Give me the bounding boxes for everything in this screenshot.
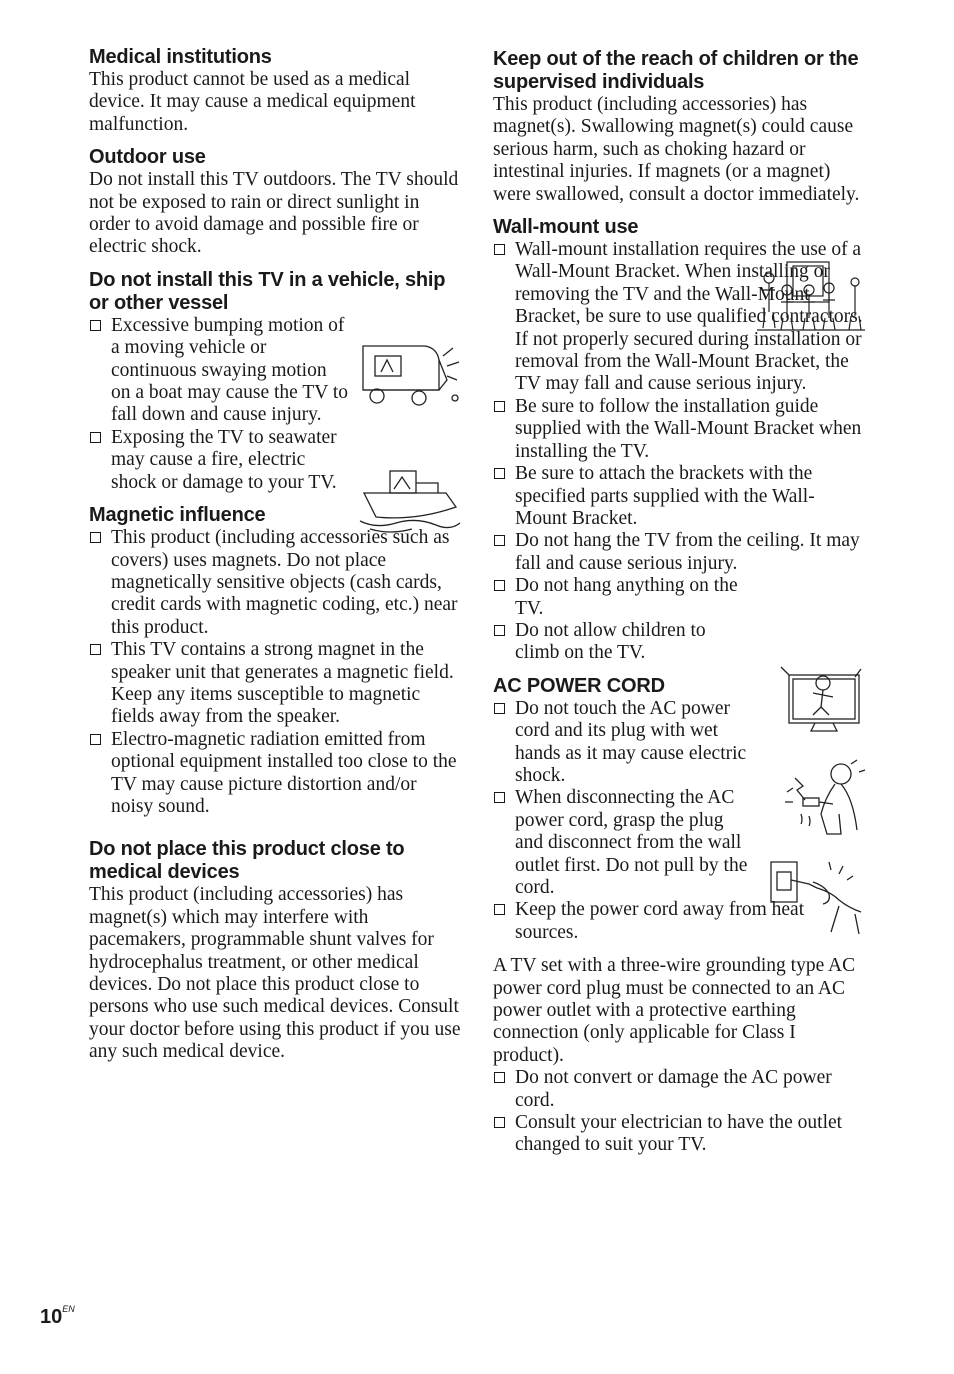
- vehicle-item-text: Exposing the TV to seawater may cause a fire, electric shock or damage to your TV.: [111, 426, 337, 493]
- child-climbing-tv-illustration: [775, 663, 867, 735]
- magnetic-item: [89, 729, 461, 819]
- magnetic-item-text: This TV contains a strong magnet in the speaker unit that generates a magnetic field. Keep any items susceptible to magnetic fields away from the speaker.: [111, 639, 454, 728]
- children-heading: Keep out of the reach of children or the supervised individuals: [493, 48, 859, 93]
- wall-mount-item-text: Be sure to attach the brackets with the specified parts supplied with the Wall-Mount Bracket.: [515, 463, 815, 529]
- vehicle-item-text: Excessive bumping motion of a moving vehicle or continuous swaying motion on a boat may cause the TV to fall down and cause injury.: [111, 314, 349, 426]
- wet-hands-shock-illustration: [781, 758, 867, 838]
- checkbox-bullet-icon: [90, 320, 101, 331]
- outdoor-use-heading: Outdoor use: [89, 146, 206, 169]
- children-text: This product (including accessories) has magnet(s). Swallowing magnet(s) could cause serious harm, such as choking hazard or intestinal injuries. If magnets (or a magnet) were swallowed, consult a doctor immediately.: [493, 94, 860, 205]
- power-item-text: When disconnecting the AC power cord, grasp the plug and disconnect from the wall outlet first. Do not pull by the cord.: [515, 787, 748, 898]
- wall-mount-item: [493, 396, 865, 463]
- checkbox-bullet-icon: [90, 532, 101, 543]
- vehicle-heading: Do not install this TV in a vehicle, ship or other vessel: [89, 268, 446, 314]
- wall-mount-item-text: Do not allow children to climb on the TV.: [515, 619, 706, 664]
- magnetic-item-text: Electro-magnetic radiation emitted from optional equipment installed too close to the TV may cause picture distortion and/or noisy sound.: [111, 728, 457, 817]
- checkbox-bullet-icon: [90, 644, 101, 655]
- checkbox-bullet-icon: [494, 1072, 505, 1083]
- checkbox-bullet-icon: [494, 625, 505, 636]
- page-number: [40, 1306, 75, 1329]
- checkbox-bullet-icon: [494, 244, 505, 255]
- power-item-text: Do not touch the AC power cord and its plug with wet hands as it may cause electric shock.: [515, 697, 747, 786]
- wall-mount-item: [493, 575, 865, 620]
- magnetic-item: [89, 639, 461, 729]
- checkbox-bullet-icon: [90, 734, 101, 745]
- wall-mount-item: [493, 530, 865, 575]
- checkbox-bullet-icon: [494, 580, 505, 591]
- ac-power-cord-heading: AC POWER CORD: [493, 674, 665, 697]
- medical-institutions-heading: Medical institutions: [89, 46, 272, 68]
- final-item-text: Do not convert or damage the AC power cord.: [515, 1067, 832, 1111]
- checkbox-bullet-icon: [494, 535, 505, 546]
- wall-mount-item: [493, 463, 865, 530]
- medical-devices-text: This product (including accessories) has magnet(s) which may interfere with pacemakers, programmable shunt valves for hydrocephalus treatment, or other medical devices. Do not place this product close to persons who use such medical devices. Consult your doctor before using this product if you use any such medical device.: [89, 884, 461, 1063]
- magnetic-item: [89, 527, 461, 639]
- left-column: [89, 46, 461, 1064]
- page-number-value: 10: [40, 1306, 63, 1328]
- wall-mount-contractors-illustration: [757, 260, 867, 336]
- medical-institutions-text: This product cannot be used as a medical device. It may cause a medical equipment malfunction.: [89, 69, 416, 135]
- magnetic-influence-heading: Magnetic influence: [89, 504, 266, 527]
- camper-van-illustration: [355, 338, 465, 413]
- wall-mount-item-text: Do not hang the TV from the ceiling. It may fall and cause serious injury.: [515, 530, 860, 574]
- right-column: [493, 46, 865, 1157]
- page-language-suffix: EN: [62, 1304, 75, 1314]
- checkbox-bullet-icon: [494, 703, 505, 714]
- power-item-text: Keep the power cord away from heat sources.: [515, 899, 805, 943]
- wall-mount-item-text: Do not hang anything on the TV.: [515, 575, 738, 619]
- checkbox-bullet-icon: [494, 1117, 505, 1128]
- checkbox-bullet-icon: [494, 468, 505, 479]
- medical-devices-heading: Do not place this product close to medical devices: [89, 838, 405, 884]
- outdoor-use-text: Do not install this TV outdoors. The TV should not be exposed to rain or direct sunlight in order to avoid damage and possible fire or electric shock.: [89, 169, 459, 258]
- unplug-cord-illustration: [769, 858, 865, 936]
- wall-mount-item-text: Wall-mount installation requires the use of a Wall-Mount Bracket. When installing or removing the TV and the Wall-Mount Bracket, be sure to use qualified contractors. If not properly secured during installation or removal from the Wall-Mount Bracket, the TV may fall and cause serious injury.: [515, 239, 863, 395]
- grounding-text: A TV set with a three-wire grounding type AC power cord plug must be connected to an AC power outlet with a protective earthing connection (only applicable for Class I product).: [493, 955, 856, 1066]
- checkbox-bullet-icon: [494, 792, 505, 803]
- checkbox-bullet-icon: [90, 432, 101, 443]
- checkbox-bullet-icon: [494, 401, 505, 412]
- boat-illustration: [356, 459, 464, 534]
- final-item: [493, 1067, 865, 1112]
- final-item-text: Consult your electrician to have the outlet changed to suit your TV.: [515, 1112, 843, 1156]
- wall-mount-item-text: Be sure to follow the installation guide supplied with the Wall-Mount Bracket when installing the TV.: [515, 395, 862, 462]
- checkbox-bullet-icon: [494, 904, 505, 915]
- magnetic-item-text: This product (including accessories such as covers) uses magnets. Do not place magnetically sensitive objects (cash cards, credit cards with magnetic coding, etc.) near this product.: [111, 527, 458, 638]
- wall-mount-heading: Wall-mount use: [493, 216, 639, 239]
- wall-mount-item: [493, 620, 865, 665]
- final-item: [493, 1112, 865, 1157]
